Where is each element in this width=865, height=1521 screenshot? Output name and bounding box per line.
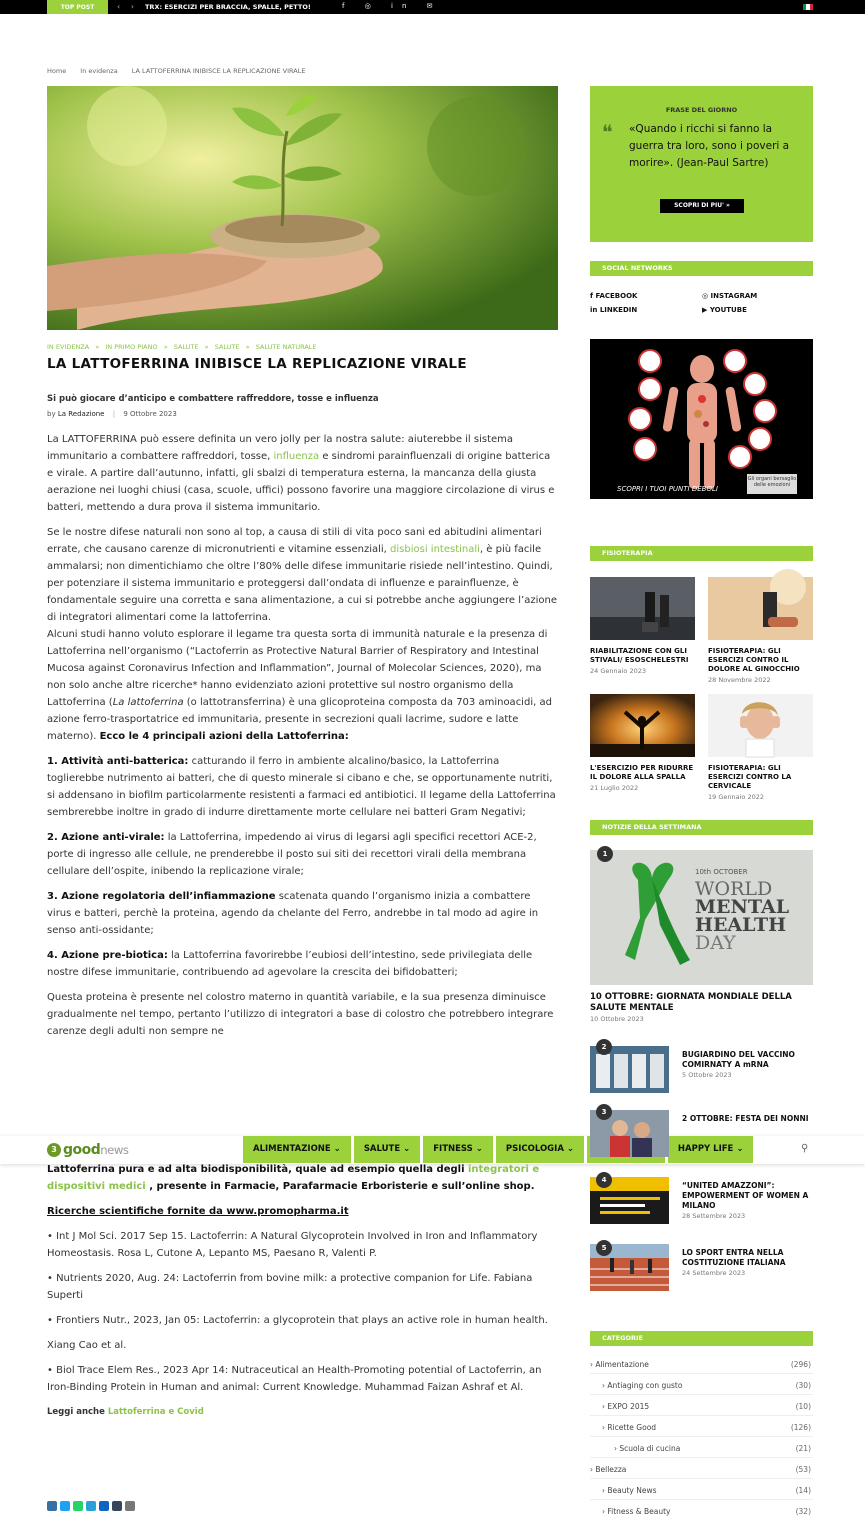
category-count: (21): [795, 1444, 811, 1453]
category-separator: »: [163, 343, 168, 351]
text: e sindromi parainfluenzali di origine batterica e virale. A partire dall’autunno, infatti, gli sbalzi di temperatura esterna, la mancanza della giusta aerazione nei luoghi chiusi (casa, scuole, uffici) possono favorire una maggiore circolazione di virus e batteri, mettendo a dura prova il sistema immunitario.: [47, 451, 555, 513]
item-title: [682, 1114, 812, 1124]
menu-salute[interactable]: SALUTE ⌄: [354, 1136, 420, 1163]
rank-badge: 1: [597, 846, 613, 862]
quote-text: «Quando i ricchi si fanno la guerra tra loro, sono i poveri a morire». (Jean-Paul Sartre): [629, 123, 790, 169]
reference: • Int J Mol Sci. 2017 Sep 15. Lactoferrin: A Natural Glycoprotein Involved in Iron and Inflammatory Homeostasis. Rosa L, Cutone A, Lepanto MS, Paesano R, Valenti P.: [47, 1231, 538, 1259]
email-share-icon[interactable]: [125, 1501, 135, 1511]
category-count: (126): [790, 1423, 811, 1432]
card-date: 21 Luglio 2022: [590, 784, 639, 792]
category-count: (296): [790, 1360, 811, 1369]
reference: Xiang Cao et al.: [47, 1340, 127, 1351]
text: Leggi anche: [47, 1407, 108, 1417]
image-line: HEALTH: [695, 914, 787, 936]
image-line: MENTAL: [695, 896, 790, 918]
category-item[interactable]: [590, 1398, 813, 1416]
text: la Lattoferrina, impedendo ai virus di legarsi agli specifici recettori ACE-2, porte di ingresso alle cellule, ne prenderebbe il posto sui siti dei recettori virali della membrana cellulare dell’ospite, inibendo la replicazione virale;: [47, 832, 537, 877]
category-label: › Beauty News: [602, 1486, 657, 1495]
text: , è più facile ammalarsi; non dimentichiamo che oltre l’80% delle difese immunitarie risiede nell’intestino. Quindi, per potenziare il sistema immunitario e proteggersi dall’ondata di influenze e parainfluenze, è fondamentale seguire una corretta e sana alimentazione, a cui si potrebbe anche aggiungere l’azione di integratori alimentari come la lattoferrina.: [47, 544, 557, 623]
influenza-link[interactable]: influenza: [273, 451, 320, 462]
article-title: LA LATTOFERRINA INIBISCE LA REPLICAZIONE VIRALE: [47, 356, 467, 372]
category-count: (30): [795, 1381, 811, 1390]
quote-heading: FRASE DEL GIORNO: [665, 106, 738, 114]
breadcrumb: [47, 67, 317, 75]
breadcrumb-current: LA LATTOFERRINA INIBISCE LA REPLICAZIONE VIRALE: [131, 67, 306, 75]
week-top-title[interactable]: [590, 992, 813, 1025]
card-image: [590, 694, 695, 757]
article-body: [47, 431, 557, 1037]
category-label: › Alimentazione: [590, 1360, 649, 1369]
category-count: (32): [795, 1507, 811, 1516]
fisio-card[interactable]: [590, 694, 695, 792]
category-label: › EXPO 2015: [602, 1402, 650, 1411]
article-date: 9 Ottobre 2023: [123, 410, 177, 418]
fisio-heading: FISIOTERAPIA: [590, 546, 813, 561]
linkedin-share-icon[interactable]: [99, 1501, 109, 1511]
tumblr-share-icon[interactable]: [112, 1501, 122, 1511]
social-heading: SOCIAL NETWORKS: [590, 261, 813, 276]
card-image: [590, 577, 695, 640]
date: 10 Ottobre 2023: [590, 1015, 644, 1023]
paragraph: [47, 947, 557, 981]
card-image: [708, 694, 813, 757]
paragraph: [47, 1161, 557, 1195]
text: 2 OTTOBRE: FESTA DEI NONNI: [682, 1114, 809, 1123]
facebook-link[interactable]: f FACEBOOK: [590, 292, 638, 300]
telegram-share-icon[interactable]: [86, 1501, 96, 1511]
category-separator: »: [204, 343, 209, 351]
rank-badge: 5: [596, 1240, 612, 1256]
site-logo[interactable]: [47, 1142, 128, 1158]
date: 28 Settembre 2023: [682, 1212, 746, 1220]
item-title: [682, 1050, 812, 1080]
byline-separator: |: [112, 410, 116, 418]
week-item[interactable]: [590, 1110, 813, 1160]
rank-badge: 2: [596, 1039, 612, 1055]
rank-badge: 4: [596, 1172, 612, 1188]
paragraph: [47, 524, 557, 626]
quote-mark-icon: ❝: [602, 120, 613, 144]
text: 1. Attività anti-batterica:: [47, 756, 189, 767]
category-item[interactable]: [590, 1440, 813, 1458]
text: BUGIARDINO DEL VACCINO COMIRNATY A mRNA: [682, 1050, 795, 1069]
menu-alimentazione[interactable]: ALIMENTAZIONE ⌄: [243, 1136, 351, 1163]
text: La LATTOFERRINA può essere definita un vero jolly per la nostra salute: aiuterebbe il sistema immunitario a combattere raffreddori, tosse,: [47, 434, 514, 462]
paragraph: [47, 431, 557, 516]
reference: • Nutrients 2020, Aug. 24: Lactoferrin from bovine milk: a protective companion for Life. Fabiana Superti: [47, 1273, 533, 1301]
fisio-card[interactable]: [708, 577, 813, 684]
top-social-icons[interactable]: f ◎ in ✉: [342, 2, 442, 10]
card-date: 19 Gennaio 2022: [708, 793, 764, 801]
hero-image: [47, 86, 558, 330]
week-item[interactable]: [590, 1177, 813, 1227]
image-line: DAY: [695, 932, 736, 954]
card-title: RIABILITAZIONE CON GLI STIVALI/ ESOSCHELESTRI: [590, 647, 689, 664]
logo-text: [63, 1142, 128, 1158]
text: scatenata quando l’organismo inizia a combattere virus e batteri, perchè la proteina, agendo da chelante del Ferro, andrebbe in tal modo ad agire in senso anti-ossidante;: [47, 891, 539, 936]
category-item[interactable]: [590, 1419, 813, 1437]
mental-health-image[interactable]: [590, 850, 813, 985]
text: “UNITED AMAZZONI”: EMPOWERMENT OF WOMEN A MILANO: [682, 1181, 809, 1210]
integratori-link[interactable]: integratori e dispositivi medici: [47, 1164, 540, 1192]
text: Se le nostre difese naturali non sono al top, a causa di stili di vita poco sani ed abitudini alimentari errate, che causano carenze di micronutrienti e vitamine essenziali,: [47, 527, 542, 555]
read-also: [47, 1404, 557, 1421]
linkedin-link[interactable]: in LINKEDIN: [590, 306, 638, 314]
category-label: › Ricette Good: [602, 1423, 657, 1432]
instagram-link[interactable]: ◎ INSTAGRAM: [702, 292, 758, 300]
card-title: L'ESERCIZIO PER RIDURRE IL DOLORE ALLA SPALLA: [590, 764, 694, 781]
youtube-link[interactable]: ▶ YOUTUBE: [702, 306, 747, 314]
text: Ecco le 4 principali azioni della Lattoferrina:: [99, 731, 349, 742]
category-separator: »: [95, 343, 100, 351]
category-label: › Bellezza: [590, 1465, 627, 1474]
article-categories: [47, 343, 321, 351]
disbiosi-link[interactable]: disbiosi intestinali: [390, 544, 480, 555]
fisio-card[interactable]: [590, 577, 695, 675]
menu-psicologia[interactable]: PSICOLOGIA ⌄: [496, 1136, 584, 1163]
text: (o lattotransferrina) è una glicoproteina composta da 703 aminoacidi, ad azione ferro-trasportatrice ed immunitaria, presente in secrezioni quali lacrime, sudore e latte materno).: [47, 697, 552, 742]
card-title: FISIOTERAPIA: GLI ESERCIZI CONTRO LA CERVICALE: [708, 764, 792, 790]
date: 5 Ottobre 2023: [682, 1071, 732, 1079]
fisio-card[interactable]: [708, 694, 813, 801]
category-link[interactable]: IN PRIMO PIANO: [105, 343, 158, 351]
author-link[interactable]: La Redazione: [57, 410, 105, 418]
menu-fitness[interactable]: FITNESS ⌄: [423, 1136, 493, 1163]
italian-flag-icon[interactable]: [803, 4, 813, 10]
banner-tag: Gli organi bersaglio delle emozioni: [747, 474, 797, 494]
menu-happy-life[interactable]: HAPPY LIFE ⌄: [668, 1136, 754, 1163]
week-item[interactable]: [590, 1046, 813, 1096]
category-label: › Antiaging con gusto: [602, 1381, 683, 1390]
category-label: › Scuola di cucina: [614, 1444, 681, 1453]
banner-caption: SCOPRI I TUOI PUNTI DEBOLI: [617, 485, 718, 493]
discover-more-button[interactable]: SCOPRI DI PIU' »: [660, 199, 744, 213]
category-count: (53): [795, 1465, 811, 1474]
text: La lattoferrina: [112, 697, 184, 708]
paragraph: [47, 888, 557, 939]
text: la Lattoferrina favorirebbe l’eubiosi dell’intestino, sede privilegiata delle nostre difese immunitarie, contribuendo ad agevolare la crescita dei bifidobatteri;: [47, 950, 533, 978]
paragraph: Questa proteina è presente nel colostro materno in quantità variabile, e la sua presenza diminuisce gradualmente nel tempo, pertanto l’utilizzo di integratori a base di colostro che potrebbero integrare carenze degli adulti non sempre ne: [47, 992, 554, 1037]
category-link[interactable]: SALUTE: [214, 343, 240, 351]
paragraph: [47, 829, 557, 880]
reference: • Frontiers Nutr., 2023, Jan 05: Lactoferrin: a glycoprotein that plays an active role in human health.: [47, 1315, 548, 1326]
ticker-link[interactable]: TRX: ESERCIZI PER BRACCIA, SPALLE, PETTO!: [145, 3, 311, 11]
text: 2. Azione anti-virale:: [47, 832, 165, 843]
card-date: 24 Gennaio 2023: [590, 667, 646, 675]
item-title: [682, 1248, 812, 1278]
category-link[interactable]: SALUTE NATURALE: [255, 343, 317, 351]
twitter-share-icon[interactable]: [60, 1501, 70, 1511]
text: LO SPORT ENTRA NELLA COSTITUZIONE ITALIANA: [682, 1248, 786, 1267]
article-byline: [47, 410, 177, 418]
image-date: 10th OCTOBER: [695, 868, 748, 876]
ticker-arrows[interactable]: ‹ ›: [117, 2, 138, 11]
logo-badge: 3: [47, 1143, 61, 1157]
article-subtitle: Si può giocare d’anticipo e combattere raffreddore, tosse e influenza: [47, 394, 379, 404]
text: catturando il ferro in ambiente alcalino/basico, la Lattoferrina toglierebbe nutrimento ai batteri, che di questo minerale si cibano e che, se opportunamente nutriti, si addensano in biofilm particolarmente resistenti a farmaci ed antibiotici. Il legame della Lattoferrina sembrerebbe inoltre in grado di indurre direttamente morte cellulare nei batteri Gram Negativi;: [47, 756, 556, 818]
category-item[interactable]: [590, 1482, 813, 1500]
breadcrumb-section[interactable]: In evidenza: [80, 67, 118, 75]
categories-heading: CATEGORIE: [590, 1331, 813, 1346]
category-label: › Fitness & Beauty: [602, 1507, 671, 1516]
text: Lattoferrina pura e ad alta biodisponibilità, quale ad esempio quella degli: [47, 1164, 468, 1175]
search-icon[interactable]: ⚲: [801, 1143, 809, 1154]
text: 10 OTTOBRE: GIORNATA MONDIALE DELLA SALUTE MENTALE: [590, 992, 792, 1013]
category-item[interactable]: [590, 1356, 813, 1374]
reference: • Biol Trace Elem Res., 2023 Apr 14: Nutraceutical an Health-Promoting potential of Lactoferrin, an Iron-Binding Protein in Human and animal: Current Knowledge. Muhammad Faizan Ashraf et Al.: [47, 1365, 542, 1393]
read-also-link[interactable]: Lattoferrina e Covid: [107, 1407, 204, 1417]
text: 4. Azione pre-biotica:: [47, 950, 168, 961]
quote-widget: [590, 86, 813, 242]
share-buttons: [47, 1501, 135, 1511]
paragraph: [47, 626, 557, 745]
paragraph: [47, 753, 557, 821]
item-title: [682, 1181, 812, 1221]
byline-by: by: [47, 410, 56, 418]
category-link[interactable]: SALUTE: [173, 343, 199, 351]
whatsapp-share-icon[interactable]: [73, 1501, 83, 1511]
top-bar: [0, 0, 865, 14]
category-item[interactable]: [590, 1377, 813, 1395]
card-date: 28 Novembre 2022: [708, 676, 771, 684]
image-line: WORLD: [695, 878, 773, 900]
logo-word: good: [63, 1142, 101, 1158]
article-body-continued: [47, 1161, 557, 1429]
breadcrumb-home[interactable]: Home: [47, 67, 67, 75]
category-link[interactable]: IN EVIDENZA: [47, 343, 90, 351]
facebook-share-icon[interactable]: [47, 1501, 57, 1511]
logo-suffix: news: [100, 1143, 129, 1157]
body-organs-banner[interactable]: [590, 339, 813, 499]
card-title: FISIOTERAPIA: GLI ESERCIZI CONTRO IL DOLORE AL GINOCCHIO: [708, 647, 800, 673]
rank-badge: 3: [596, 1104, 612, 1120]
text: Alcuni studi hanno voluto esplorare il legame tra questa sorta di immunità naturale e la presenza di Lattoferrina nell’organismo (“Lactoferrin as Protective Natural Barrier of Respiratory and Intestinal Mucosa against Coronavirus Infection and Inflammation”, Journal of Molecolar Sciences, 2020), ma non solo anche altre ricerche* hanno evidenziato azioni protettive sul nostro organismo della Lattoferrina (: [47, 629, 548, 708]
category-item[interactable]: [590, 1461, 813, 1479]
date: 24 Settembre 2023: [682, 1269, 746, 1277]
category-separator: »: [245, 343, 250, 351]
top-post-label: TOP POST: [47, 0, 108, 14]
category-count: (14): [795, 1486, 811, 1495]
category-item[interactable]: [590, 1503, 813, 1521]
card-image: [708, 577, 813, 640]
text: , presente in Farmacie, Parafarmacie Erboristerie e sull’online shop.: [145, 1181, 535, 1192]
text: 3. Azione regolatoria dell’infiammazione: [47, 891, 276, 902]
refs-title[interactable]: Ricerche scientifiche fornite da www.promopharma.it: [47, 1206, 349, 1217]
week-heading: NOTIZIE DELLA SETTIMANA: [590, 820, 813, 835]
category-count: (10): [795, 1402, 811, 1411]
week-item[interactable]: [590, 1244, 813, 1294]
